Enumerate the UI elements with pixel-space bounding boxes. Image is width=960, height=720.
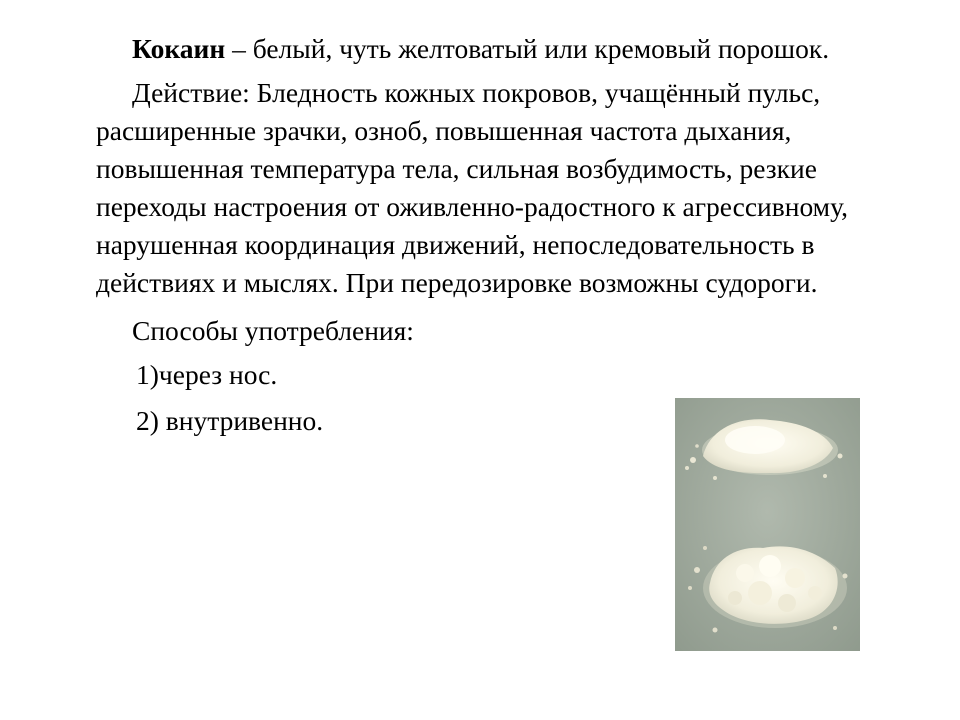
- method-item-nose: 1)через нос.: [136, 359, 278, 390]
- term-definition: – белый, чуть желтоватый или кремовый порошок.: [225, 33, 830, 64]
- effects-paragraph: Действие: Бледность кожных покровов, учащённый пульс, расширенные зрачки, озноб, повышенная частота дыхания, повышенная температура тела, сильная возбудимость, резкие переходы настроения от оживленно-радостного к агрессивному, нарушенная координация движений, непоследовательность в действиях и мыслях. При передозировке возможны судороги.: [96, 77, 848, 298]
- definition-paragraph: [96, 30, 896, 68]
- powder-photo: [675, 398, 860, 651]
- methods-heading: Способы употребления:: [132, 315, 414, 346]
- text-block: [96, 30, 896, 446]
- method-item-intravenous: 2) внутривенно.: [136, 405, 324, 436]
- term-cocaine: Кокаин: [132, 33, 226, 64]
